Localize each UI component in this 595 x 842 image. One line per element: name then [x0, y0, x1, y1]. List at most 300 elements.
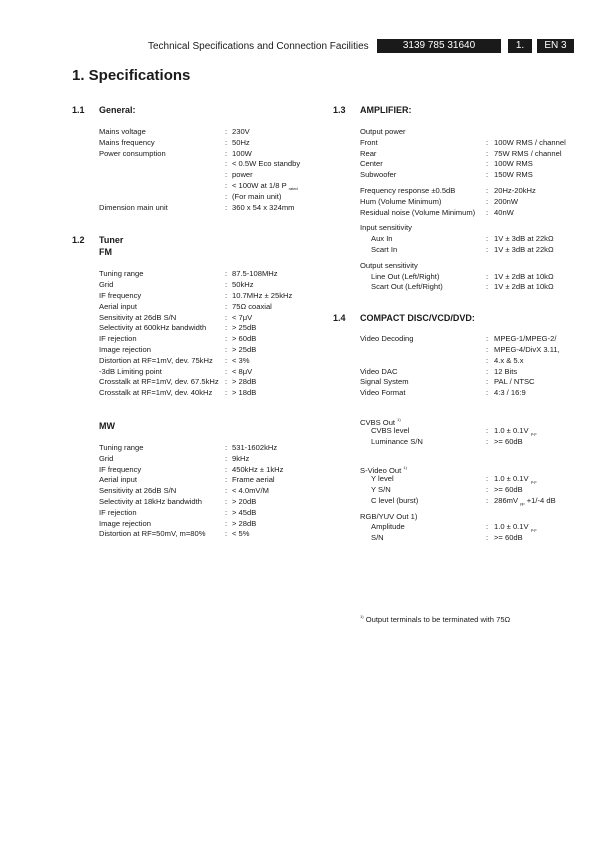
spec-separator: :: [486, 271, 489, 281]
spec-value: [232, 388, 256, 399]
spec-value-text: >= 60dB: [494, 484, 523, 494]
spec-label: Frequency response ±0.5dB: [360, 185, 456, 195]
spec-value: [494, 356, 524, 367]
spec-label: Crosstalk at RF=1mV, dev. 67.5kHz: [99, 377, 219, 387]
fm-heading: FM: [99, 247, 112, 258]
section-amplifier-heading: [333, 105, 583, 117]
spec-row: [360, 149, 583, 160]
spec-row: [360, 282, 583, 293]
spec-value-text: 1V ± 2dB at 10kΩ: [494, 271, 554, 281]
fm-spec-list: [99, 269, 324, 399]
spec-value: [494, 245, 554, 256]
spec-value-text: < 8μV: [232, 366, 253, 376]
spec-row: [99, 280, 324, 291]
spec-value: [494, 282, 554, 293]
spec-value-text: >= 60dB: [494, 533, 523, 543]
spec-row: [360, 234, 583, 245]
spec-row: [360, 377, 583, 388]
spec-separator: :: [225, 301, 228, 311]
group-label-text: S-Video Out: [360, 466, 402, 476]
spec-value: [232, 356, 250, 367]
header-title: Technical Specifications and Connection Facilities: [148, 40, 369, 52]
spec-label: Scart Out (Left/Right): [371, 282, 443, 292]
spec-separator: :: [225, 529, 228, 539]
spec-separator: :: [225, 191, 228, 201]
spec-separator: :: [225, 170, 228, 180]
spec-row: [99, 323, 324, 334]
spec-label: Signal System: [360, 377, 409, 387]
spec-row: [99, 377, 324, 388]
spec-row: [360, 356, 583, 367]
spec-value-text: > 28dB: [232, 377, 257, 387]
page-title: 1. Specifications: [72, 67, 191, 84]
spec-row: [99, 486, 324, 497]
mw-spec-list: [99, 443, 324, 540]
spec-value: [494, 367, 517, 378]
spec-separator: :: [225, 159, 228, 169]
spec-row: [99, 291, 324, 302]
spec-value: [232, 454, 249, 465]
spec-value-text: 230V: [232, 127, 250, 136]
input-sensitivity-label: [360, 223, 583, 234]
spec-value-text: 100W RMS / channel: [494, 137, 566, 147]
spec-value-text: 1.0 ± 0.1V: [494, 522, 529, 532]
spec-row: [360, 138, 583, 149]
spec-separator: :: [486, 495, 489, 505]
spec-separator: :: [486, 196, 489, 206]
spec-value-text: < 4.0mV/M: [232, 486, 269, 496]
spec-separator: :: [486, 484, 489, 494]
svideo-label: [360, 463, 583, 474]
spec-value-subscript: p-p: [530, 527, 537, 533]
spec-label: Amplitude: [371, 522, 405, 532]
spec-separator: :: [225, 388, 228, 398]
spec-row: [360, 388, 583, 399]
spec-row: [360, 197, 583, 208]
spec-value: [494, 149, 562, 160]
spec-value-text: < 100W at 1/8 P: [232, 180, 287, 190]
spec-label: Center: [360, 159, 383, 169]
spec-label: S/N: [371, 533, 384, 543]
spec-value-text: 50Hz: [232, 137, 250, 147]
section-title: General:: [99, 105, 136, 115]
spec-label: Aerial input: [99, 475, 137, 485]
spec-value-text: 450kHz ± 1kHz: [232, 464, 284, 474]
spec-row: [99, 181, 324, 192]
cvbs-label: [360, 415, 583, 426]
spec-value-text: > 18dB: [232, 388, 257, 398]
output-power-list: [360, 138, 583, 181]
spec-separator: :: [486, 148, 489, 158]
spec-value-text: 150W RMS: [494, 170, 533, 180]
spec-row: [360, 159, 583, 170]
spec-label: Y S/N: [371, 484, 391, 494]
spec-row: [360, 170, 583, 181]
spec-value-suffix: +1/-4 dB: [524, 495, 556, 505]
right-column: [333, 105, 583, 544]
spec-value-text: > 20dB: [232, 496, 257, 506]
spec-label: Video Decoding: [360, 334, 414, 344]
spec-value: [232, 475, 275, 486]
spec-value-text: 9kHz: [232, 453, 250, 463]
spec-separator: :: [225, 290, 228, 300]
spec-value: [232, 203, 294, 214]
spec-row: [99, 269, 324, 280]
spec-separator: :: [225, 464, 228, 474]
spec-row: [99, 302, 324, 313]
section-title: Tuner: [99, 235, 124, 246]
spec-row: [99, 149, 324, 160]
spec-label: CVBS level: [371, 425, 410, 435]
spec-value-text: 20Hz-20kHz: [494, 185, 536, 195]
group-label: Output power: [360, 127, 406, 136]
spec-value-text: 531-1602kHz: [232, 442, 278, 452]
spec-separator: :: [486, 137, 489, 147]
footnote-ref: 1): [403, 465, 407, 471]
spec-row: [360, 474, 583, 485]
spec-label: IF frequency: [99, 290, 142, 300]
spec-separator: :: [486, 474, 489, 484]
spec-value: [232, 465, 283, 476]
spec-label: Image rejection: [99, 344, 151, 354]
spec-separator: :: [486, 425, 489, 435]
spec-value-text: Frame aerial: [232, 475, 275, 485]
spec-label: Tuning range: [99, 442, 144, 452]
spec-value: [494, 533, 523, 544]
spec-row: [360, 485, 583, 496]
spec-value: [232, 345, 256, 356]
spec-separator: :: [225, 312, 228, 322]
spec-label: Rear: [360, 148, 377, 158]
spec-separator: :: [486, 366, 489, 376]
general-spec-list: [99, 127, 324, 213]
spec-value-subscript: p-p: [530, 479, 537, 485]
spec-label: IF rejection: [99, 507, 137, 517]
section-general-heading: [72, 105, 324, 117]
output-sensitivity-list: [360, 272, 583, 294]
spec-value: [494, 437, 523, 448]
spec-value-text: 50kHz: [232, 280, 254, 290]
spec-value: [232, 497, 256, 508]
spec-value: [494, 496, 556, 510]
group-label: Input sensitivity: [360, 223, 412, 233]
spec-row: [99, 519, 324, 530]
cvbs-list: [360, 426, 583, 448]
spec-value-text: MPEG-1/MPEG-2/: [494, 334, 557, 344]
left-column: [72, 105, 324, 540]
spec-label: Residual noise (Volume Minimum): [360, 207, 476, 217]
spec-value: [232, 192, 281, 203]
footnote-mark: 1): [360, 614, 364, 619]
spec-row: [360, 367, 583, 378]
spec-value: [494, 345, 560, 356]
spec-value: [232, 127, 250, 138]
spec-value: [494, 208, 514, 219]
spec-value: [232, 280, 254, 291]
spec-value: [232, 367, 252, 378]
spec-value-text: 100W: [232, 148, 252, 158]
spec-label: Grid: [99, 453, 114, 463]
group-label: RGB/YUV Out 1): [360, 511, 418, 521]
input-sensitivity-list: [360, 234, 583, 256]
spec-value-text: > 60dB: [232, 334, 257, 344]
output-sensitivity-label: [360, 261, 583, 272]
spec-separator: :: [486, 436, 489, 446]
spec-label: -3dB Limiting point: [99, 366, 162, 376]
spec-value-text: 100W RMS: [494, 159, 533, 169]
spec-separator: :: [225, 486, 228, 496]
spec-value: [232, 443, 277, 454]
spec-value-text: 10.7MHz ± 25kHz: [232, 290, 293, 300]
section-number: 1.1: [72, 105, 85, 115]
section-tuner-heading: [72, 235, 324, 247]
spec-value: [232, 149, 252, 160]
spec-separator: :: [486, 522, 489, 532]
spec-value: [232, 377, 256, 388]
spec-label: Distortion at RF=1mV, dev. 75kHz: [99, 355, 213, 365]
spec-label: Distortion at RF=50mV, m=80%: [99, 529, 206, 539]
spec-label: Power consumption: [99, 148, 166, 158]
spec-separator: :: [486, 388, 489, 398]
spec-label: Line Out (Left/Right): [371, 271, 440, 281]
spec-label: Hum (Volume Minimum): [360, 196, 442, 206]
rgb-list: [360, 522, 583, 544]
spec-separator: :: [225, 148, 228, 158]
section-title: AMPLIFIER:: [360, 105, 412, 115]
spec-separator: :: [225, 127, 228, 136]
spec-separator: :: [486, 533, 489, 543]
spec-value: [494, 272, 554, 283]
spec-separator: :: [225, 202, 228, 212]
spec-value-text: 1.0 ± 0.1V: [494, 425, 529, 435]
spec-separator: :: [486, 234, 489, 244]
spec-value: [494, 377, 535, 388]
spec-label: C level (burst): [371, 495, 419, 505]
spec-separator: :: [225, 475, 228, 485]
spec-value-subscript: p-p: [530, 430, 537, 436]
spec-value-text: PAL / NTSC: [494, 377, 535, 387]
spec-value: [494, 197, 518, 208]
spec-label: IF rejection: [99, 334, 137, 344]
spec-value: [232, 302, 272, 313]
spec-label: Aerial input: [99, 301, 137, 311]
spec-row: [99, 367, 324, 378]
spec-label: Tuning range: [99, 269, 144, 279]
spec-value-text: > 25dB: [232, 344, 257, 354]
spec-separator: :: [225, 334, 228, 344]
spec-value: [232, 269, 278, 280]
spec-separator: :: [225, 507, 228, 517]
spec-row: [99, 192, 324, 203]
section-number: 1.2: [72, 235, 85, 246]
spec-value-text: > 28dB: [232, 518, 257, 528]
spec-row: [99, 345, 324, 356]
spec-value-text: 360 x 54 x 324mm: [232, 202, 295, 212]
svideo-list: [360, 474, 583, 506]
amp-misc-list: [360, 186, 583, 218]
spec-row: [360, 186, 583, 197]
spec-row: [360, 437, 583, 448]
spec-row: [99, 508, 324, 519]
section-title: COMPACT DISC/VCD/DVD:: [360, 313, 475, 324]
spec-row: [99, 388, 324, 399]
spec-row: [99, 454, 324, 465]
spec-value: [494, 138, 566, 149]
spec-separator: :: [225, 137, 228, 147]
spec-label: Luminance S/N: [371, 436, 423, 446]
spec-separator: :: [486, 170, 489, 180]
spec-value-text: power: [232, 170, 253, 180]
spec-row: [99, 443, 324, 454]
spec-separator: :: [225, 269, 228, 279]
doc-number-box: 3139 785 31640: [377, 39, 501, 53]
spec-row: [99, 170, 324, 181]
spec-value: [494, 186, 536, 197]
spec-value: [232, 334, 256, 345]
spec-separator: :: [486, 159, 489, 169]
spec-separator: :: [225, 496, 228, 506]
spec-row: [360, 245, 583, 256]
spec-row: [360, 272, 583, 283]
spec-separator: :: [225, 442, 228, 452]
spec-value: [494, 159, 533, 170]
rgb-label: [360, 512, 583, 523]
amplifier-spec-list: [360, 127, 583, 293]
spec-value: [232, 519, 256, 530]
spec-label: Sensitivity at 26dB S/N: [99, 486, 177, 496]
spec-value-text: > 45dB: [232, 507, 257, 517]
spec-row: [99, 334, 324, 345]
spec-label: Front: [360, 137, 378, 147]
spec-value-text: 4.x & 5.x: [494, 355, 524, 365]
spec-value-text: 75Ω coaxial: [232, 301, 272, 311]
spec-value-text: < 0.5W Eco standby: [232, 159, 301, 169]
footnote: [360, 614, 510, 624]
spec-separator: :: [486, 185, 489, 195]
footnote-ref: 1): [397, 416, 401, 422]
spec-value: [232, 313, 252, 324]
spec-separator: :: [486, 282, 489, 292]
mw-heading: MW: [99, 420, 115, 431]
spec-value-text: < 7μV: [232, 312, 253, 322]
spec-separator: :: [486, 355, 489, 365]
spec-separator: :: [225, 344, 228, 354]
spec-value: [232, 323, 256, 334]
spec-separator: :: [486, 344, 489, 354]
spec-separator: :: [225, 355, 228, 365]
spec-value-text: 200nW: [494, 196, 519, 206]
output-power-label: [360, 127, 583, 138]
spec-separator: :: [486, 244, 489, 254]
spec-row: [360, 345, 583, 356]
spec-separator: :: [225, 518, 228, 528]
spec-label: IF frequency: [99, 464, 142, 474]
section-number: 1.4: [333, 313, 346, 324]
spec-row: [360, 533, 583, 544]
spec-value-text: (For main unit): [232, 191, 282, 201]
spec-label: Y level: [371, 474, 394, 484]
section-number-box: 1.: [508, 39, 532, 53]
spec-label: Mains frequency: [99, 137, 155, 147]
spec-separator: :: [486, 334, 489, 344]
spec-label: Subwoofer: [360, 170, 397, 180]
spec-row: [99, 475, 324, 486]
spec-label: Dimension main unit: [99, 202, 168, 212]
spec-label: Grid: [99, 280, 114, 290]
spec-value-text: 286mV: [494, 495, 519, 505]
spec-row: [99, 465, 324, 476]
spec-separator: :: [225, 366, 228, 376]
spec-value: [232, 159, 300, 170]
spec-value-text: < 3%: [232, 355, 250, 365]
spec-value-text: 12 Bits: [494, 366, 518, 376]
spec-value-text: 1V ± 2dB at 10kΩ: [494, 282, 554, 292]
spec-value-text: 1V ± 3dB at 22kΩ: [494, 244, 554, 254]
spec-label: Video DAC: [360, 366, 398, 376]
spec-value-subscript: rated: [288, 185, 298, 191]
spec-separator: :: [225, 323, 228, 333]
spec-label: Sensitivity at 26dB S/N: [99, 312, 177, 322]
group-label-text: CVBS Out: [360, 417, 396, 427]
spec-row: [360, 208, 583, 219]
spec-value-text: 75W RMS / channel: [494, 148, 562, 158]
spec-separator: :: [225, 453, 228, 463]
spec-value: [232, 138, 250, 149]
spec-label: Mains voltage: [99, 127, 146, 136]
spec-value-text: 1.0 ± 0.1V: [494, 474, 529, 484]
section-compact-disc-heading: [333, 313, 583, 325]
spec-label: Selectivity at 600kHz bandwidth: [99, 323, 207, 333]
spec-label: Image rejection: [99, 518, 151, 528]
spec-value-text: >= 60dB: [494, 436, 523, 446]
spec-row: [99, 203, 324, 214]
spec-row: [360, 334, 583, 345]
spec-row: [99, 159, 324, 170]
spec-label: Crosstalk at RF=1mV, dev. 40kHz: [99, 388, 213, 398]
spec-value-text: 87.5-108MHz: [232, 269, 278, 279]
spec-value-text: 4:3 / 16:9: [494, 388, 526, 398]
language-page-box: EN 3: [537, 39, 574, 53]
spec-row: [99, 127, 324, 138]
spec-separator: :: [225, 280, 228, 290]
spec-row: [360, 496, 583, 507]
spec-value-text: 40nW: [494, 207, 514, 217]
footnote-text: Output terminals to be terminated with 75Ω: [365, 615, 511, 624]
spec-value: [494, 170, 533, 181]
spec-value: [494, 234, 554, 245]
page-header: [148, 39, 369, 53]
spec-value: [232, 170, 253, 181]
spec-value: [232, 486, 269, 497]
spec-value: [494, 485, 523, 496]
section-number: 1.3: [333, 105, 346, 115]
spec-value-text: < 5%: [232, 529, 250, 539]
spec-row: [99, 313, 324, 324]
compact-disc-spec-list: [360, 334, 583, 544]
spec-value-subscript: pp: [520, 500, 525, 506]
spec-value: [232, 529, 250, 540]
spec-value-text: MPEG-4/DivX 3.11,: [494, 344, 560, 354]
spec-separator: :: [225, 377, 228, 387]
cd-main-list: [360, 334, 583, 399]
spec-row: [360, 426, 583, 437]
spec-value-text: > 25dB: [232, 323, 257, 333]
group-label: Output sensitivity: [360, 260, 418, 270]
spec-value: [494, 388, 526, 399]
spec-separator: :: [486, 377, 489, 387]
spec-value: [232, 291, 292, 302]
spec-row: [99, 356, 324, 367]
